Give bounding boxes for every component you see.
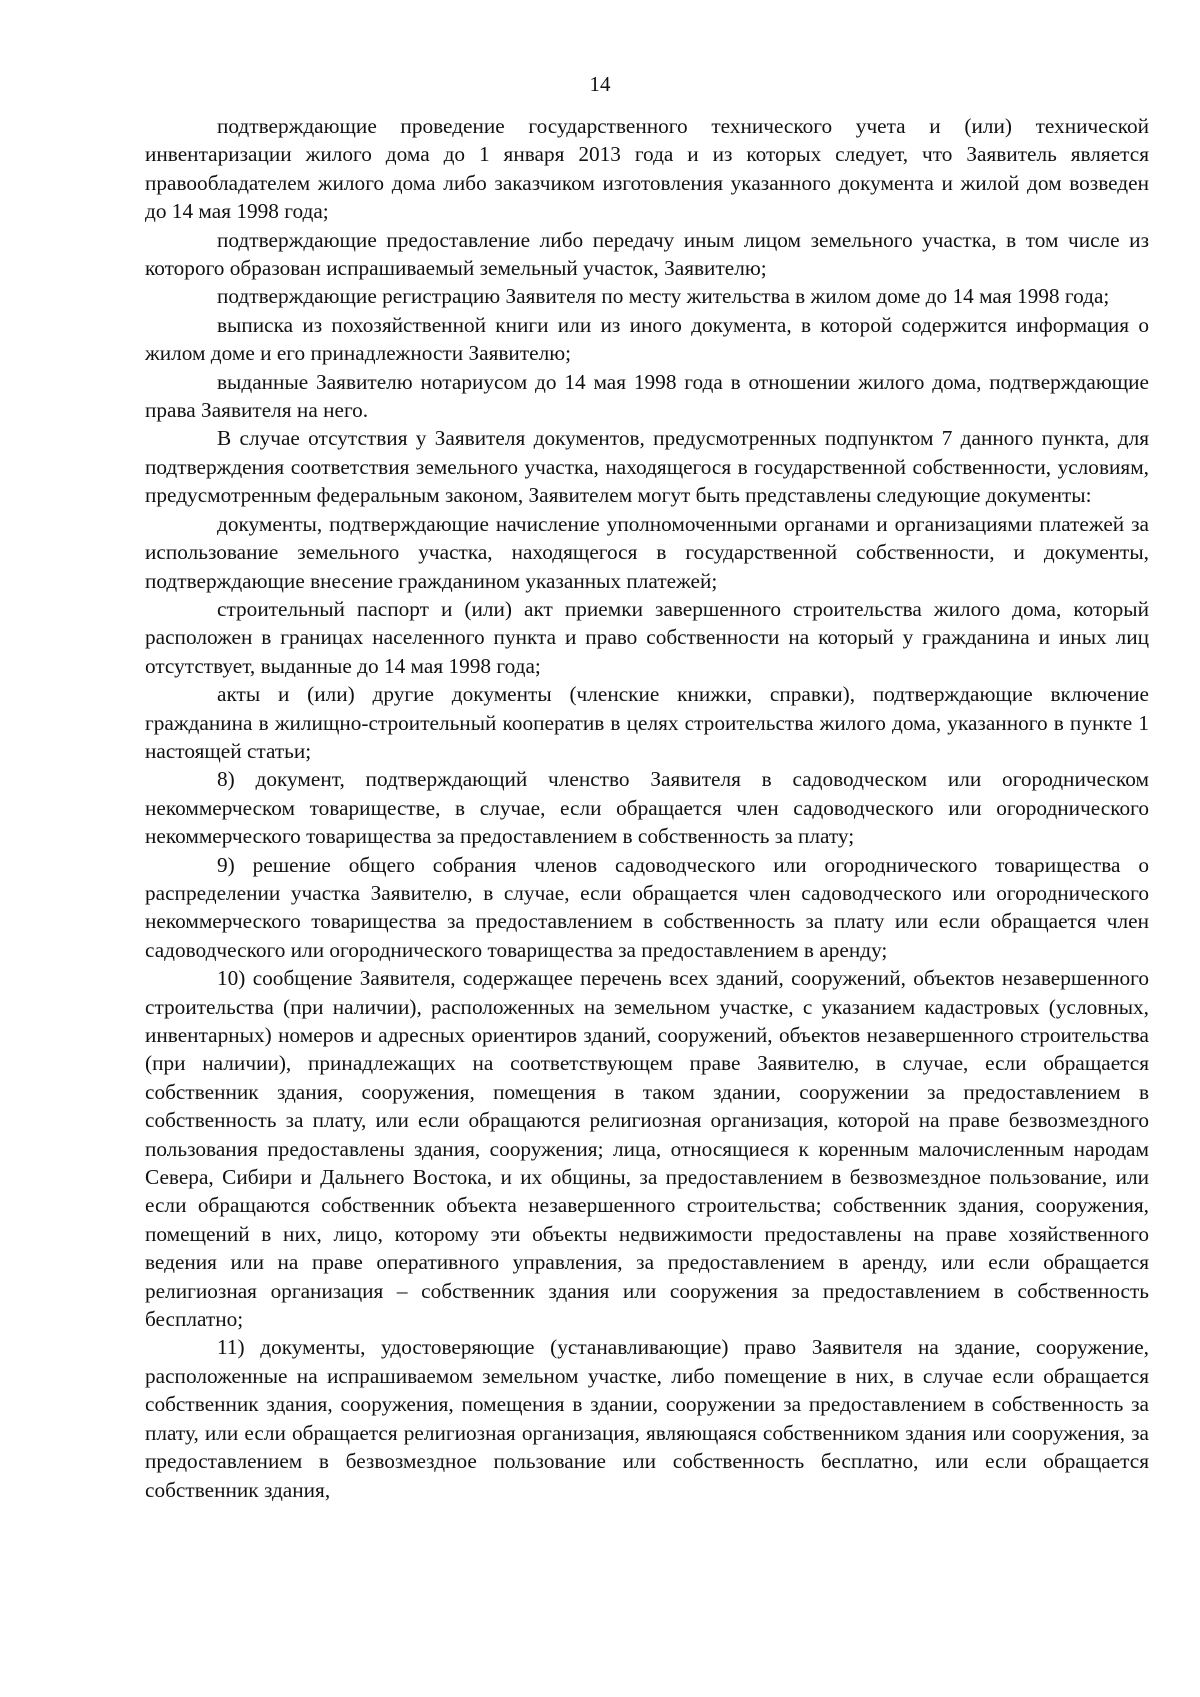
paragraph: акты и (или) другие документы (членские книжки, справки), подтверждающие включение гражданина в жилищно-строительный кооператив в целях строительства жилого дома, указанного в пункте 1 настоящей статьи; [145, 682, 1149, 763]
paragraph: подтверждающие регистрацию Заявителя по месту жительства в жилом доме до 14 мая 1998 года; [217, 284, 1110, 309]
paragraph: 10) сообщение Заявителя, содержащее перечень всех зданий, сооружений, объектов незавершенного строительства (при наличии), расположенных на земельном участке, с указанием кадастровых (условных, инвентарных) номеров и адресных ориентиров зданий, сооружений, объектов незавершенного строительства (при наличии), принадлежащих на соответствующем праве Заявителю, в случае, если обращается собственник здания, сооружения, помещения в таком здании, сооружении за предоставлением в собственность за плату, или если обращаются религиозная организация, которой на праве безвозмездного пользования предоставлены здания, сооружения; лица, относящиеся к коренным малочисленным народам Севера, Сибири и Дальнего Востока, и их общины, за предоставлением в безвозмездное пользование, или если обращаются собственник объекта незавершенного строительства; собственник здания, сооружения, помещений в них, лицо, которому эти объекты недвижимости предоставлены на праве хозяйственного ведения или на праве оперативного управления, за предоставлением в аренду, или если обращается религиозная организация – собственник здания или сооружения за предоставлением в собственность бесплатно; [145, 966, 1149, 1332]
paragraph: документы, подтверждающие начисление уполномоченными органами и организациями платежей за использование земельного участка, находящегося в государственной собственности, и документы, подтверждающие внесение гражданином указанных платежей; [145, 511, 1149, 593]
paragraph: 8) документ, подтверждающий членство Заявителя в садоводческом или огородническом некоммерческом товариществе, в случае, если обращается член садоводческого или огороднического некоммерческого товарищества за предоставлением в собственность за плату; [145, 767, 1149, 849]
paragraph: подтверждающие проведение государственного технического учета и (или) технической инвентаризации жилого дома до 1 января 2013 года и из которых следует, что Заявитель является правообладателем жилого дома либо заказчиком изготовления указанного документа и жилой дом возведен до 14 мая 1998 года; [145, 114, 1149, 224]
paragraph: подтверждающие предоставление либо передачу иным лицом земельного участка, в том числе из которого образован испрашиваемый земельный участок, Заявителю; [145, 227, 1149, 281]
paragraph: 11) документы, удостоверяющие (устанавливающие) право Заявителя на здание, сооружение, расположенные на испрашиваемом земельном участке, либо помещение в них, в случае если обращается собственник здания, сооружения, помещения в здании, сооружении за предоставлением в собственность за плату, или если обращается религиозная организация, являющаяся собственником здания или сооружения, за предоставлением в безвозмездное пользование или собственность бесплатно, или если обращается собственник здания, [145, 1335, 1149, 1502]
paragraph: 9) решение общего собрания членов садоводческого или огороднического товарищества о распределении участка Заявителю, в случае, если обращается член садоводческого или огороднического некоммерческого товарищества за предоставлением в собственность за плату или если обращается член садоводческого или огороднического товарищества за предоставлением в аренду; [145, 852, 1149, 962]
paragraph: выписка из похозяйственной книги или из иного документа, в которой содержится информация о жилом доме и его принадлежности Заявителю; [145, 312, 1149, 366]
paragraph: выданные Заявителю нотариусом до 14 мая 1998 года в отношении жилого дома, подтверждающие права Заявителя на него. [145, 369, 1149, 423]
body-text [145, 112, 1149, 1504]
paragraph: В случае отсутствия у Заявителя документов, предусмотренных подпунктом 7 данного пункта, для подтверждения соответствия земельного участка, находящегося в государственной собственности, условиям, предусмотренным федеральным законом, Заявителем могут быть представлены следующие документы: [145, 426, 1149, 508]
page-number: 14 [589, 72, 611, 96]
paragraph: строительный паспорт и (или) акт приемки завершенного строительства жилого дома, который расположен в границах населенного пункта и право собственности на который у гражданина и иных лиц отсутствует, выданные до 14 мая 1998 года; [145, 596, 1149, 678]
